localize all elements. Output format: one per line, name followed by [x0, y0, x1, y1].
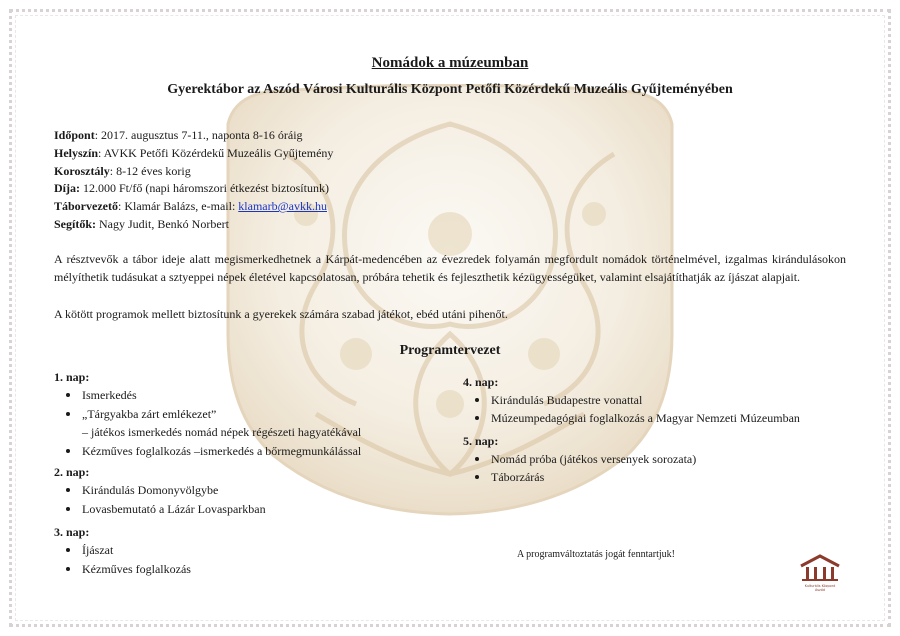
list-item-text: Kirándulás Budapestre vonattal	[491, 393, 643, 407]
svg-text:Aszód: Aszód	[814, 588, 826, 592]
list-item	[54, 560, 191, 579]
age-label: Korosztály	[54, 163, 110, 178]
camp-info	[54, 127, 333, 234]
leader-label: Táborvezető	[54, 199, 118, 214]
free-time-paragraph: A kötött programok mellett biztosítunk a gyerekek számára szabad játékot, ebéd utáni pihenőt.	[54, 307, 508, 321]
page-title: Nomádok a múzeumban	[371, 55, 529, 71]
list-item-text: Nomád próba (játékos versenyek sorozata)	[491, 452, 697, 466]
helpers-label: Segítők:	[54, 216, 96, 231]
day-label: 5. nap:	[463, 434, 499, 448]
page-subtitle: Gyerektábor az Aszód Városi Kulturális Központ Petőfi Közérdekű Muzeális Gyűjteményében	[167, 82, 733, 97]
list-item	[463, 450, 696, 468]
day-1	[54, 368, 361, 460]
list-item	[463, 409, 800, 427]
list-item-text: „Tárgyakba zárt emlékezet”	[82, 406, 217, 421]
day-label: 1. nap:	[54, 370, 90, 384]
schedule-title: Programtervezet	[399, 343, 501, 358]
list-item	[54, 442, 361, 461]
info-row-fee	[54, 180, 333, 198]
list-item	[54, 500, 266, 519]
age-value: : 8-12 éves korig	[109, 163, 191, 178]
email-link[interactable]: klamarb@avkk.hu	[238, 199, 327, 214]
info-row-age	[54, 163, 333, 181]
list-item-text: Táborzárás	[491, 470, 545, 484]
info-row-time	[54, 127, 333, 145]
day-2	[54, 463, 266, 518]
day-label: 2. nap:	[54, 465, 90, 479]
fee-value: 12.000 Ft/fő (napi háromszori étkezést biztosítunk)	[80, 181, 329, 196]
time-label: Időpont	[54, 128, 95, 142]
list-item-text: Lovasbemutató a Lázár Lovasparkban	[82, 501, 266, 516]
list-item-text: Kézműves foglalkozás	[82, 561, 191, 576]
leader-value: : Klamár Balázs, e-mail:	[117, 199, 239, 214]
day-label: 3. nap:	[54, 525, 90, 539]
list-item-subtext: – játékos ismerkedés nomád népek régészeti hagyatékával	[82, 425, 362, 439]
fee-label: Díja:	[54, 181, 80, 196]
list-item	[463, 468, 696, 486]
list-item-text: Kirándulás Domonyvölgybe	[82, 483, 219, 497]
day-3	[54, 523, 191, 578]
list-item-text: Ismerkedés	[82, 388, 137, 402]
location-value: : AVKK Petőfi Közérdekű Muzeális Gyűjtemény	[98, 145, 334, 160]
info-row-helpers	[54, 216, 333, 234]
helpers-value: Nagy Judit, Benkó Norbert	[96, 216, 229, 231]
svg-text:Kulturális Központ: Kulturális Központ	[804, 584, 836, 588]
list-item-text: Kézműves foglalkozás –ismerkedés a bőrmegmunkálással	[82, 443, 362, 458]
list-item	[463, 391, 800, 409]
location-label: Helyszín	[54, 145, 98, 160]
list-item	[54, 386, 361, 405]
time-value: : 2017. augusztus 7-11., naponta 8-16 óráig	[94, 128, 303, 142]
description-paragraph: A résztvevők a tábor ideje alatt megismerkedhetnek a Kárpát-medencében az évezredek folyamán megfordult nomádok történelmével, izgalmas kirándulásokon mélyíthetik tudásukat a sztyeppei népek életével kapcsolatosan, próbára tehetik és fejleszthetik kézügyességüket, valamint elsajátíthatják az íjászat alapjait.	[54, 252, 846, 284]
list-item-text: Múzeumpedagógiai foglalkozás a Magyar Nemzeti Múzeumban	[491, 411, 800, 425]
cultural-center-logo-icon	[797, 552, 843, 592]
info-row-location	[54, 145, 333, 163]
day-4	[463, 373, 800, 427]
list-item	[54, 481, 266, 500]
day-label: 4. nap:	[463, 375, 499, 389]
disclaimer-note: A programváltoztatás jogát fenntartjuk!	[517, 549, 676, 560]
list-item	[54, 405, 361, 442]
day-5	[463, 432, 696, 486]
list-item	[54, 541, 191, 560]
list-item-text: Íjászat	[82, 543, 114, 557]
info-row-leader	[54, 198, 333, 216]
